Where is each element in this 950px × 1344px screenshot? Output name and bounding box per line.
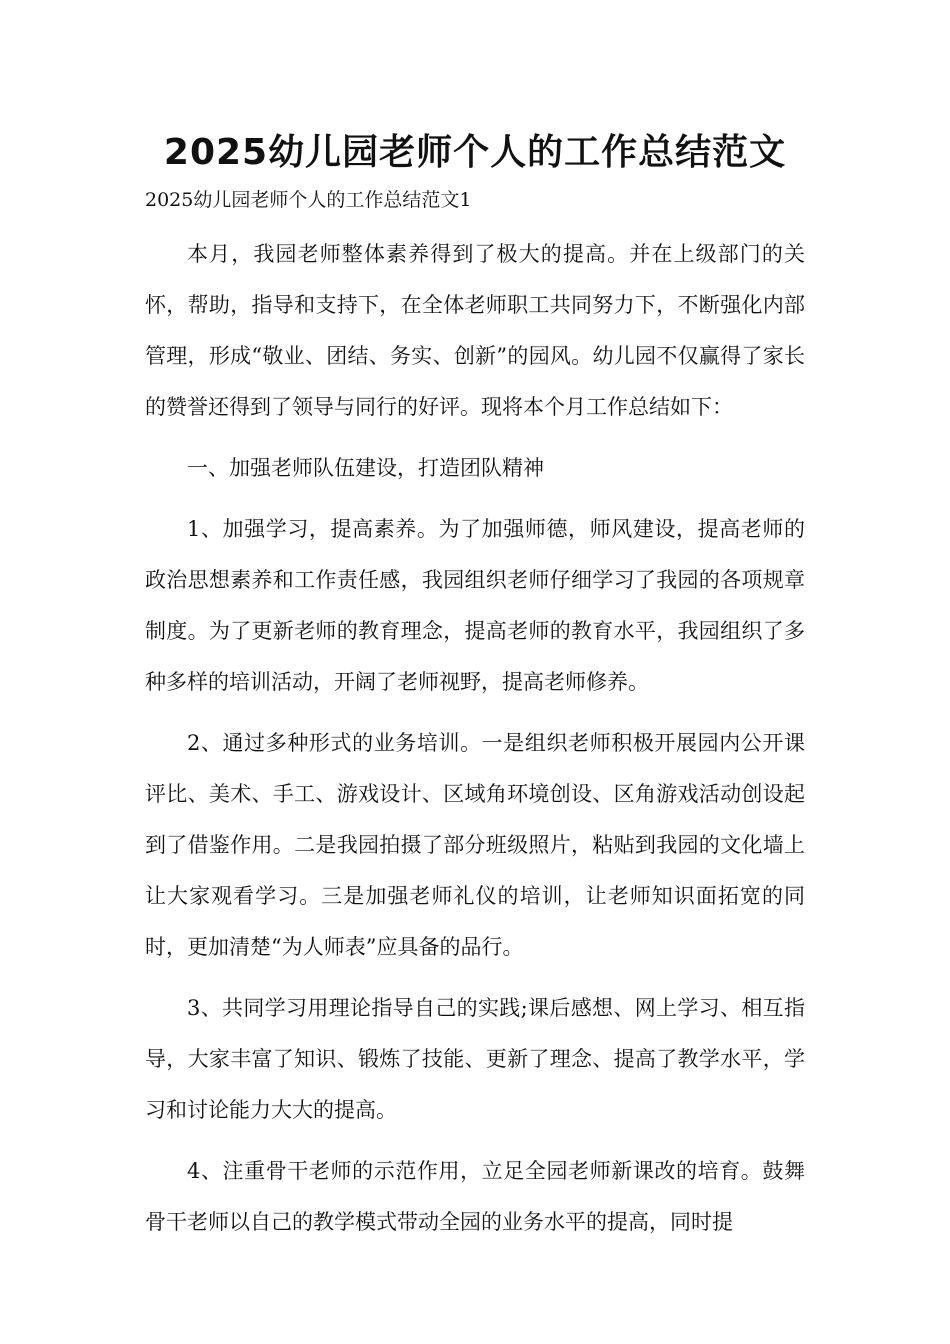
paragraph-item-4: 4、注重骨干老师的示范作用，立足全园老师新课改的培育。鼓舞骨干老师以自己的教学模式带动全园的业务水平的提高，同时提 [145,1159,805,1234]
section-heading: 一、加强老师队伍建设，打造团队精神 [187,456,544,480]
paragraph-item-3: 3、共同学习用理论指导自己的实践;课后感想、网上学习、相互指导，大家丰富了知识、锻炼了技能、更新了理念、提高了教学水平，学习和讨论能力大大的提高。 [145,996,805,1122]
document-title: 2025幼儿园老师个人的工作总结范文 [163,132,787,173]
document-subtitle: 2025幼儿园老师个人的工作总结范文1 [145,189,472,211]
paragraph-intro: 本月，我园老师整体素养得到了极大的提高。并在上级部门的关怀，帮助，指导和支持下，在全体老师职工共同努力下，不断强化内部管理，形成“敬业、团结、务实、创新”的园风。幼儿园不仅赢得了家长的赞誉还得到了领导与同行的好评。现将本个月工作总结如下： [145,242,805,419]
document-body [145,229,805,1258]
paragraph-item-2: 2、通过多种形式的业务培训。一是组织老师积极开展园内公开课评比、美术、手工、游戏设计、区域角环境创设、区角游戏活动创设起到了借鉴作用。二是我园拍摄了部分班级照片，粘贴到我园的文化墙上让大家观看学习。三是加强老师礼仪的培训，让老师知识面拓宽的同时，更加清楚“为人师表”应具备的品行。 [145,731,805,959]
paragraph-item-1: 1、加强学习，提高素养。为了加强师德，师风建设，提高老师的政治思想素养和工作责任感，我园组织老师仔细学习了我园的各项规章制度。为了更新老师的教育理念，提高老师的教育水平，我园组织了多种多样的培训活动，开阔了老师视野，提高老师修养。 [145,517,805,694]
